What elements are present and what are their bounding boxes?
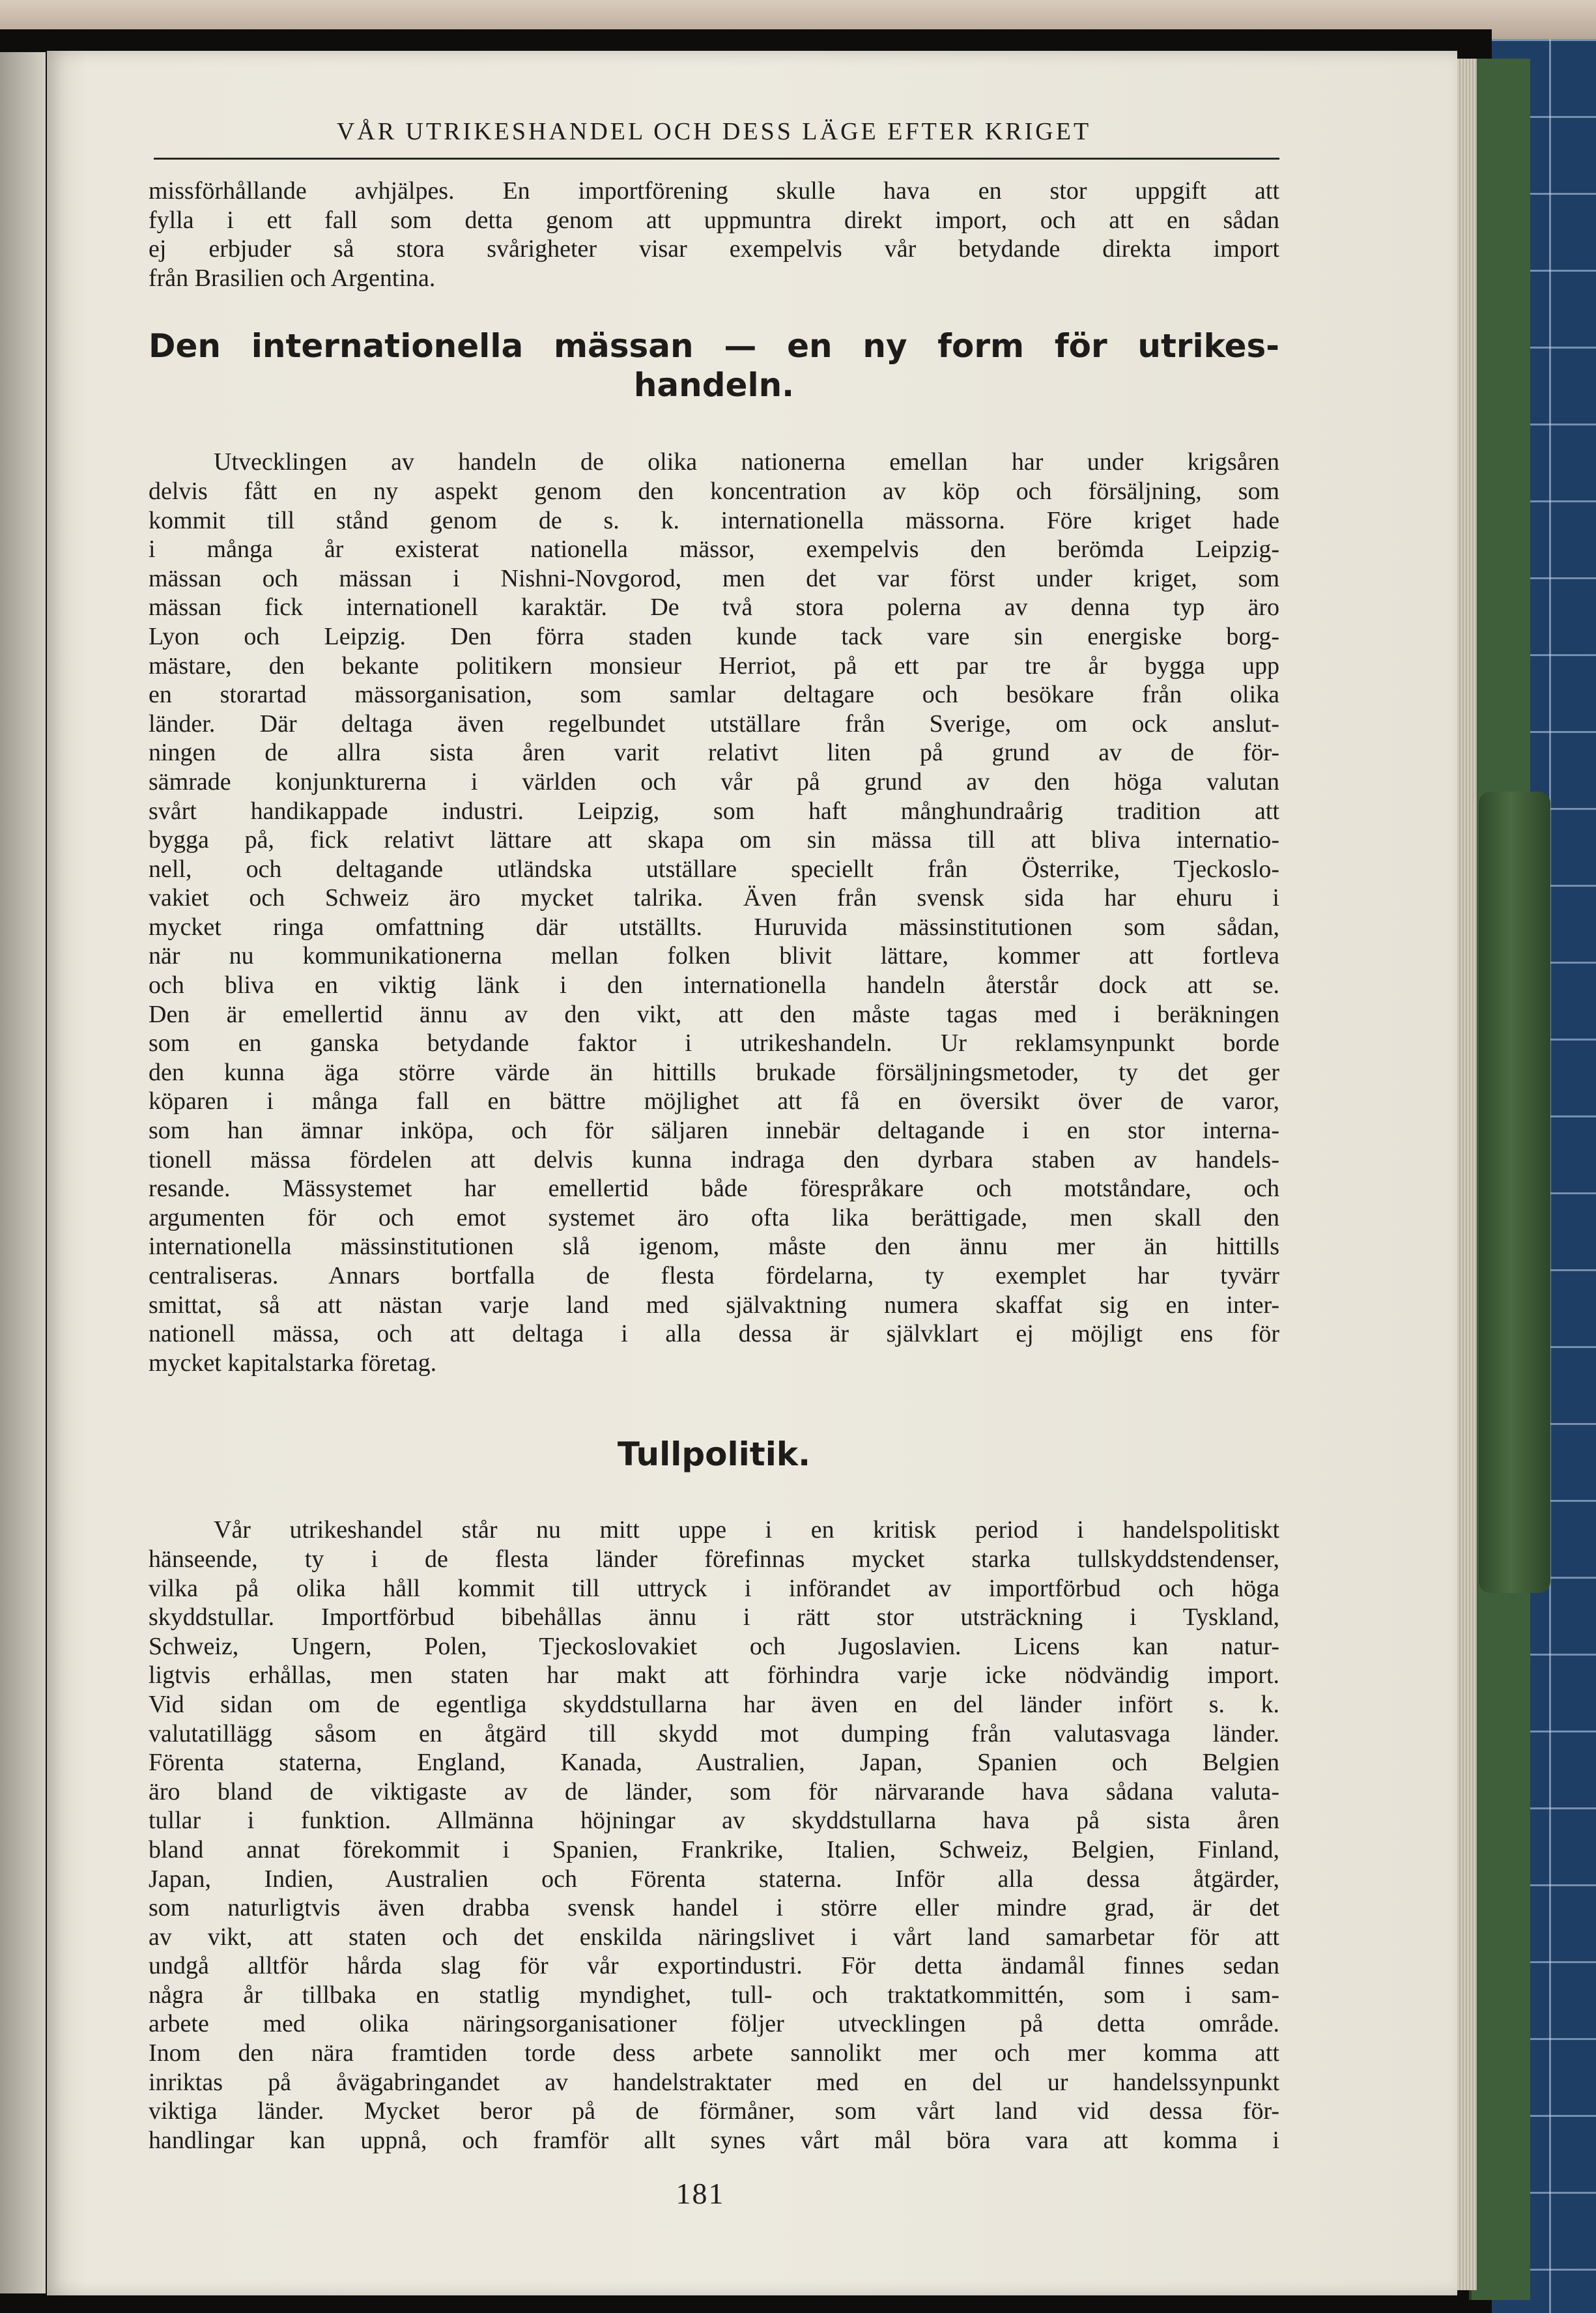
page-stack-edge <box>1457 59 1477 2290</box>
page-text <box>149 104 1279 2155</box>
text-line: Vår utrikeshandel står nu mitt uppe i en kritisk period i handelspolitiskt <box>214 1516 1279 1544</box>
text-line: argumenten för och emot systemet äro ofta lika berättigade, men skall den <box>149 1203 1279 1231</box>
text-line: fylla i ett fall som detta genom att uppmuntra direkt import, och att en sådan <box>149 206 1279 234</box>
text-line: undgå alltför hårda slag för vår exportindustri. För detta ändamål finnes sedan <box>149 1952 1279 1980</box>
text-line: ej erbjuder så stora svårigheter visar exempelvis vår betydande direkta import <box>149 235 1279 263</box>
text-line: bland annat förekommit i Spanien, Frankrike, Italien, Schweiz, Belgien, Finland, <box>149 1835 1279 1863</box>
text-line: mycket kapitalstarka företag. <box>149 1349 437 1377</box>
text-line: ligtvis erhållas, men staten har makt att förhindra varje icke nödvändig import. <box>149 1661 1279 1689</box>
text-line: inriktas på åvägabringandet av handelstraktater med en del ur handelssynpunkt <box>149 2068 1279 2096</box>
text-line: nell, och deltagande utländska utställare speciellt från Österrike, Tjeckoslo- <box>149 855 1279 883</box>
intro-paragraph <box>149 177 1279 293</box>
text-line: äro bland de viktigaste av de länder, som för närvarande hava sådana valuta- <box>149 1777 1279 1805</box>
text-line: resande. Mässystemet har emellertid både förespråkare och motståndare, och <box>149 1175 1279 1203</box>
text-line: vilka på olika håll kommit till uttryck i införandet av importförbud och höga <box>149 1574 1279 1602</box>
text-line: som han ämnar inköpa, och för säljaren innebär deltagande i en stor interna- <box>149 1117 1279 1145</box>
text-line: och bliva en viktig länk i den internationella handeln återstår dock att se. <box>149 971 1279 999</box>
text-line: viktiga länder. Mycket beror på de förmåner, som vårt land vid dessa för- <box>149 2097 1279 2125</box>
text-line: ningen de allra sista åren varit relativt liten på grund av de för- <box>149 739 1279 767</box>
text-line: missförhållande avhjälpes. En importförening skulle hava en stor uppgift att <box>149 177 1279 205</box>
text-line: Lyon och Leipzig. Den förra staden kunde tack vare sin energiske borg- <box>149 622 1279 650</box>
text-line: som en ganska betydande faktor i utrikeshandeln. Ur reklamsynpunkt borde <box>149 1029 1279 1057</box>
text-line: svårt handikappade industri. Leipzig, som haft månghundraårig tradition att <box>149 797 1279 825</box>
text-line: när nu kommunikationerna mellan folken blivit lättare, kommer att fortleva <box>149 942 1279 970</box>
text-line: i många år existerat nationella mässor, exempelvis den berömda Leipzig- <box>149 536 1279 564</box>
text-line: mästare, den bekante politikern monsieur Herriot, på ett par tre år bygga upp <box>149 652 1279 680</box>
text-line: Inom den nära framtiden torde dess arbete sannolikt mer och mer komma att <box>149 2039 1279 2067</box>
text-line: Vid sidan om de egentliga skyddstullarna har även en del länder infört s. k. <box>149 1690 1279 1718</box>
text-line: Förenta staterna, England, Kanada, Australien, Japan, Spanien och Belgien <box>149 1749 1279 1777</box>
text-line: hänseende, ty i de flesta länder förefinnas mycket starka tullskyddstendenser, <box>149 1545 1279 1573</box>
text-line: mässan fick internationell karaktär. De två stora polerna av denna typ äro <box>149 594 1279 622</box>
text-line: en storartad mässorganisation, som samlar deltagare och besökare från olika <box>149 681 1279 709</box>
text-line: som naturligtvis även drabba svensk handel i större eller mindre grad, är det <box>149 1894 1279 1922</box>
text-line: smittat, så att nästan varje land med självaktning numera skaffat sig en inter- <box>149 1291 1279 1319</box>
text-line: länder. Där deltaga även regelbundet utställare från Sverige, om ock anslut- <box>149 710 1279 738</box>
text-line: från Brasilien och Argentina. <box>149 264 436 292</box>
text-line: valutatillägg såsom en åtgärd till skydd mot dumping från valutasvaga länder. <box>149 1719 1279 1747</box>
text-line: tullar i funktion. Allmänna höjningar av skyddstullarna hava på sista åren <box>149 1807 1279 1835</box>
text-line: bygga på, fick relativt lättare att skapa om sin mässa till att bliva internatio- <box>149 826 1279 854</box>
text-line: sämrade konjunkturerna i världen och vår på grund av den höga valutan <box>149 768 1279 796</box>
text-line: Den är emellertid ännu av den vikt, att den måste tagas med i beräkningen <box>149 1000 1279 1028</box>
text-line: Utvecklingen av handeln de olika nationerna emellan har under krigsåren <box>214 448 1279 476</box>
page-number: 181 <box>676 2177 725 2210</box>
text-line: handlingar kan uppnå, och framför allt synes vårt mål böra vara att komma i <box>149 2126 1279 2154</box>
text-line: nationell mässa, och att deltaga i alla dessa är självklart ej möjligt ens för <box>149 1320 1279 1348</box>
text-line: Schweiz, Ungern, Polen, Tjeckoslovakiet och Jugoslavien. Licens kan natur- <box>149 1632 1279 1660</box>
text-line: centraliseras. Annars bortfalla de flesta fördelarna, ty exemplet har tyvärr <box>149 1262 1279 1289</box>
text-line: kommit till stånd genom de s. k. internationella mässorna. Före kriget hade <box>149 506 1279 534</box>
tull-paragraph <box>149 1516 1279 2155</box>
text-line: arbete med olika näringsorganisationer följer utvecklingen på detta område. <box>149 2010 1279 2038</box>
text-line: tionell mässa fördelen att delvis kunna indraga den dyrbara staben av handels- <box>149 1145 1279 1173</box>
text-line: köparen i många fall en bättre möjlighet att få en översikt över de varor, <box>149 1087 1279 1115</box>
running-head: VÅR UTRIKESHANDEL OCH DESS LÄGE EFTER KRIGET <box>336 118 1092 145</box>
text-line: av vikt, att staten och det enskilda näringslivet i vårt land samarbetar för att <box>149 1923 1279 1951</box>
text-line: den kunna äga större värde än hittills brukade försäljningsmetoder, ty det ger <box>149 1058 1279 1086</box>
header-rule <box>154 158 1279 160</box>
book-spine-band <box>1479 792 1550 1593</box>
facing-page-edge <box>0 52 46 2293</box>
text-line: delvis fått en ny aspekt genom den koncentration av köp och försäljning, som <box>149 477 1279 505</box>
heading-line: handeln. <box>633 366 795 405</box>
heading-line: Den internationella mässan — en ny form för utrikes- <box>149 327 1279 366</box>
text-line: Japan, Indien, Australien och Förenta staterna. Inför alla dessa åtgärder, <box>149 1865 1279 1893</box>
section-heading-messe <box>149 326 1279 405</box>
text-line: mycket ringa omfattning där utställts. Huruvida mässinstitutionen som sådan, <box>149 913 1279 941</box>
messe-paragraph <box>149 448 1279 1377</box>
text-line: mässan och mässan i Nishni-Novgorod, men det var först under kriget, som <box>149 564 1279 592</box>
section-heading-tullpolitik: Tullpolitik. <box>617 1435 811 1474</box>
text-line: vakiet och Schweiz äro mycket talrika. Även från svensk sida har ehuru i <box>149 884 1279 912</box>
text-line: några år tillbaka en statlig myndighet, tull- och traktatkommittén, som i sam- <box>149 1981 1279 2009</box>
text-line: internationella mässinstitutionen slå igenom, måste den ännu mer än hittills <box>149 1233 1279 1261</box>
text-line: skyddstullar. Importförbud bibehållas ännu i rätt stor utsträckning i Tyskland, <box>149 1603 1279 1631</box>
